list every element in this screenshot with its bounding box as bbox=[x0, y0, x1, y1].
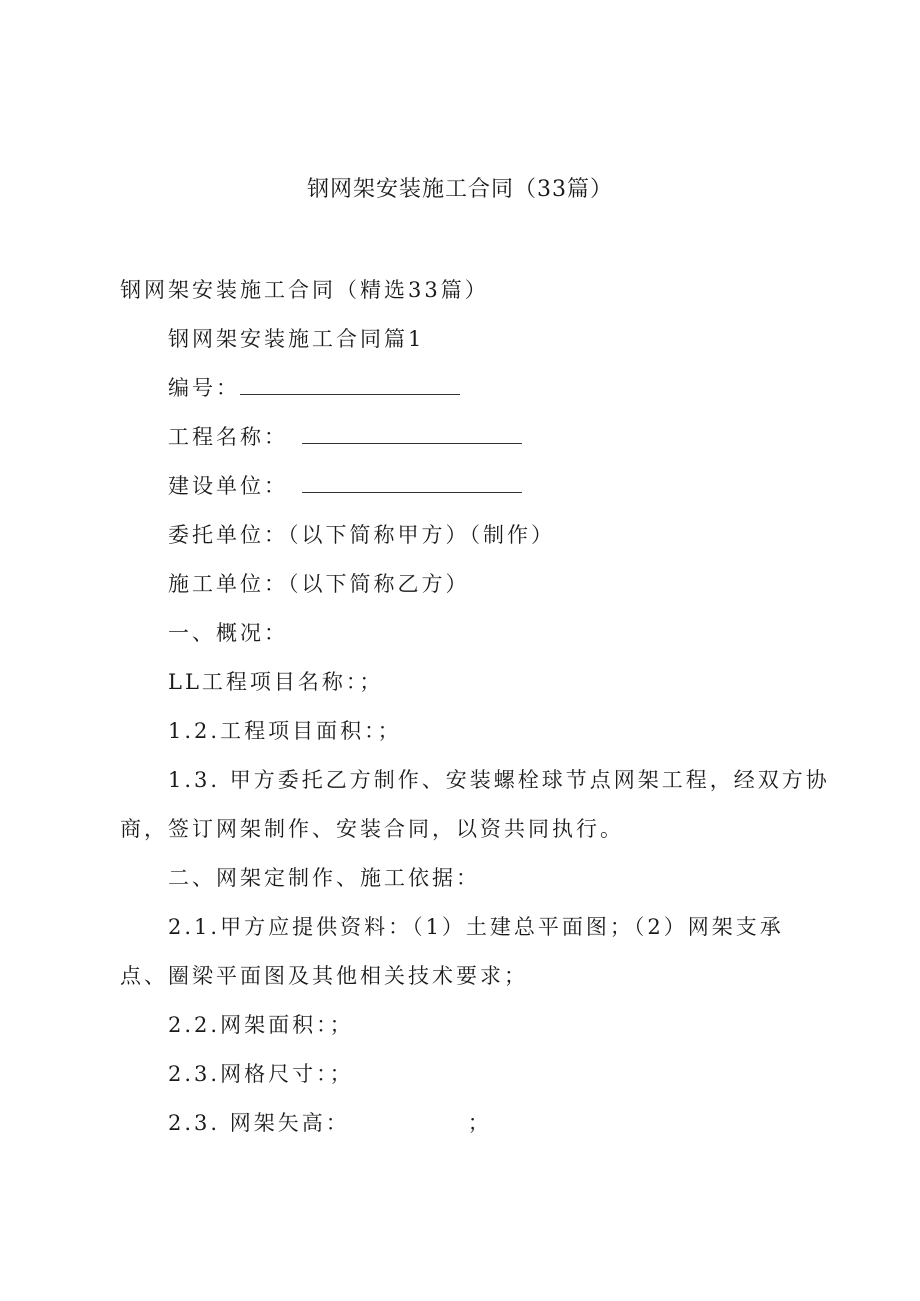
builder-field bbox=[168, 470, 522, 500]
number-blank bbox=[240, 376, 460, 395]
document-subtitle: 钢网架安装施工合同（精选33篇） bbox=[120, 278, 489, 302]
clause-2-1-line-1: 2.1.甲方应提供资料：（1）土建总平面图；（2）网架支承 bbox=[168, 915, 784, 939]
section-1-title: 一、概况： bbox=[168, 621, 288, 645]
clause-2-4 bbox=[168, 1107, 492, 1137]
clause-1-2: 1.2.工程项目面积：； bbox=[168, 719, 402, 743]
project-name-blank bbox=[302, 425, 522, 444]
document-title: 钢网架安装施工合同（33篇） bbox=[307, 177, 613, 202]
project-name-label: 工程名称： bbox=[168, 425, 288, 449]
project-name-field bbox=[168, 421, 522, 451]
number-label: 编号： bbox=[168, 376, 240, 400]
number-field bbox=[168, 372, 460, 402]
clause-2-1-line-2: 点、圈梁平面图及其他相关技术要求； bbox=[120, 964, 528, 988]
clause-2-4-label: 2.3. 网架矢高： bbox=[168, 1111, 350, 1135]
builder-blank bbox=[302, 474, 522, 493]
section-heading: 钢网架安装施工合同篇1 bbox=[168, 327, 425, 351]
client-line: 委托单位：（以下简称甲方）（制作） bbox=[168, 523, 555, 547]
clause-2-3: 2.3.网格尺寸：； bbox=[168, 1062, 354, 1086]
builder-label: 建设单位： bbox=[168, 474, 288, 498]
clause-2-4-end: ； bbox=[467, 1111, 492, 1135]
contractor-line: 施工单位：（以下简称乙方） bbox=[168, 572, 470, 596]
section-2-title: 二、网架定制作、施工依据： bbox=[168, 866, 480, 890]
clause-2-2: 2.2.网架面积：； bbox=[168, 1013, 354, 1037]
clause-1-1: LL工程项目名称：； bbox=[168, 670, 384, 694]
clause-1-3-line-2: 商，签订网架制作、安装合同，以资共同执行。 bbox=[120, 817, 624, 841]
clause-1-3-line-1: 1.3. 甲方委托乙方制作、安装螺栓球节点网架工程，经双方协 bbox=[168, 768, 830, 792]
